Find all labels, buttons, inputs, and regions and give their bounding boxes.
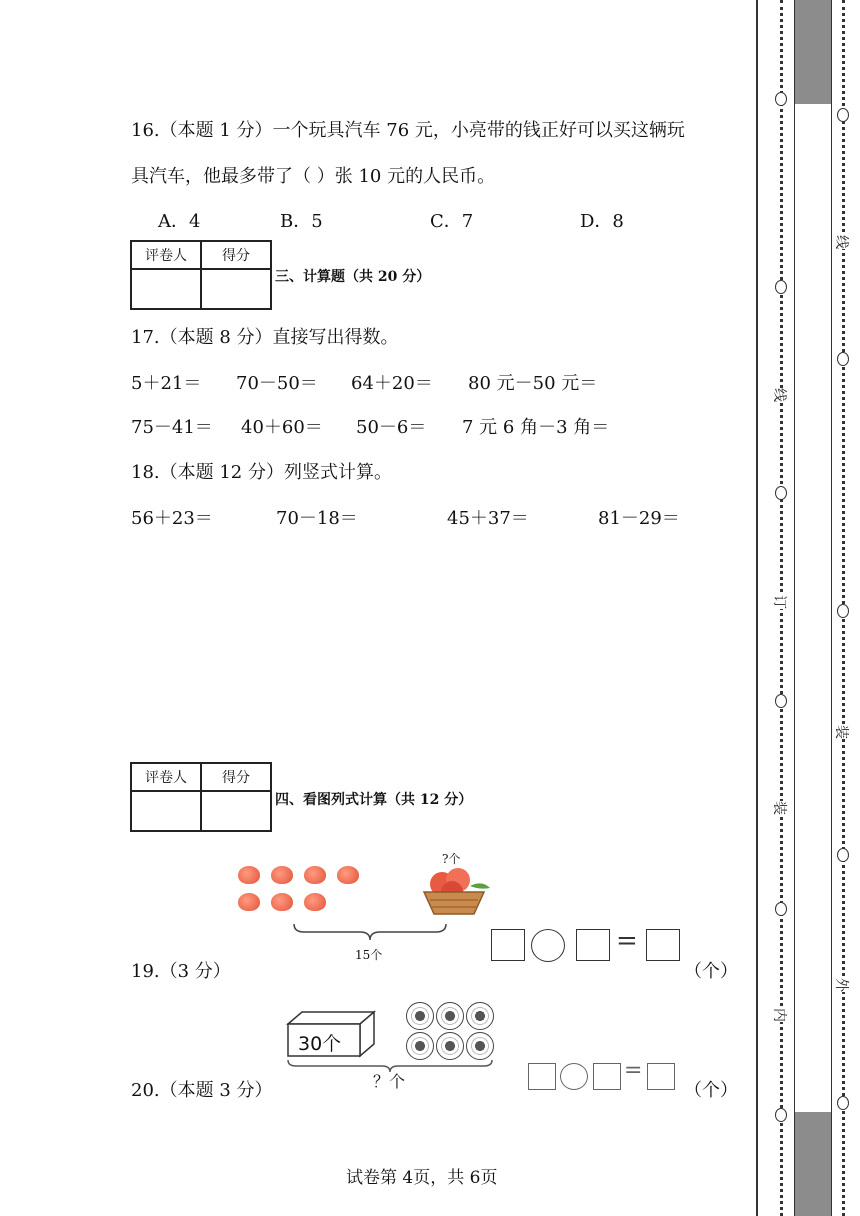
- q17-r1-2: 70－50＝: [236, 373, 318, 394]
- answer-box[interactable]: [593, 1063, 621, 1090]
- soccer-ball-icon: [436, 1002, 464, 1030]
- score-table-section4: [130, 762, 272, 832]
- peach-icon: [238, 866, 260, 884]
- operator-circle[interactable]: [531, 929, 565, 962]
- binding-hole-icon: [775, 902, 787, 916]
- grader-cell[interactable]: [131, 791, 201, 831]
- grader-label: 评卷人: [131, 763, 201, 791]
- outer-border-line: [756, 0, 758, 1216]
- q18-item-2: 70－18＝: [276, 508, 358, 529]
- q20-question: ？个: [373, 1072, 406, 1091]
- q16-option-a: A．4: [158, 211, 201, 232]
- binding-hole-icon: [775, 694, 787, 708]
- q16-option-b: B．5: [280, 211, 323, 232]
- answer-box[interactable]: [646, 929, 680, 961]
- score-cell[interactable]: [201, 791, 271, 831]
- gray-bar: [794, 0, 832, 1216]
- equals-sign: =: [616, 926, 638, 956]
- q16-line1: 16.（本题 1 分）一个玩具汽车 76 元，小亮带的钱正好可以买这辆玩: [131, 120, 685, 141]
- peach-icon: [271, 893, 293, 911]
- binding-hole-icon: [775, 92, 787, 106]
- peach-icon: [271, 866, 293, 884]
- peach-icon: [238, 893, 260, 911]
- gray-bar-top: [795, 0, 831, 104]
- q17-r2-3: 50－6＝: [356, 417, 427, 438]
- soccer-ball-icon: [406, 1032, 434, 1060]
- q17-title: 17.（本题 8 分）直接写出得数。: [131, 327, 399, 348]
- answer-box[interactable]: [576, 929, 610, 961]
- q17-r1-3: 64＋20＝: [351, 373, 433, 394]
- q17-r2-4: 7 元 6 角－3 角＝: [462, 417, 610, 438]
- soccer-ball-icon: [466, 1002, 494, 1030]
- margin-label-outer: 订: [770, 595, 790, 609]
- margin-label-inner: 装: [832, 725, 852, 739]
- q16-option-c: C．7: [430, 211, 474, 232]
- q17-r1-1: 5＋21＝: [131, 373, 202, 394]
- q19-total-label: 15个: [355, 948, 383, 962]
- peach-basket-icon: [418, 862, 492, 920]
- q17-r2-2: 40＋60＝: [241, 417, 323, 438]
- q20-box-label: 30个: [298, 1033, 342, 1055]
- answer-box[interactable]: [491, 929, 525, 961]
- q17-r1-4: 80 元－50 元＝: [468, 373, 598, 394]
- section4-title: 四、看图列式计算（共 12 分）: [275, 792, 473, 808]
- answer-box[interactable]: [528, 1063, 556, 1090]
- binding-hole-icon: [837, 848, 849, 862]
- margin-label-outer: 装: [770, 801, 790, 815]
- binding-margin: [756, 0, 860, 1216]
- grader-cell[interactable]: [131, 269, 201, 309]
- gray-bar-bottom: [795, 1112, 831, 1216]
- brace-icon: [292, 922, 448, 944]
- q18-item-4: 81－29＝: [598, 508, 680, 529]
- score-label: 得分: [201, 241, 271, 269]
- grader-label: 评卷人: [131, 241, 201, 269]
- peach-icon: [304, 866, 326, 884]
- binding-hole-icon: [837, 352, 849, 366]
- equals-sign: =: [624, 1058, 643, 1083]
- q19-label: 19.（3 分）: [131, 961, 231, 982]
- binding-hole-icon: [837, 604, 849, 618]
- binding-hole-icon: [775, 280, 787, 294]
- answer-box[interactable]: [647, 1063, 675, 1090]
- margin-label-outer: 内: [770, 1008, 790, 1022]
- score-cell[interactable]: [201, 269, 271, 309]
- margin-label-outer: 线: [770, 388, 790, 402]
- q20-unit: （个）: [684, 1080, 738, 1101]
- binding-hole-icon: [837, 108, 849, 122]
- q19-question-mark: ?个: [442, 852, 461, 866]
- page-footer: 试卷第 4页，共 6页: [346, 1168, 498, 1188]
- q16-line2: 具汽车，他最多带了（ ）张 10 元的人民币。: [131, 166, 496, 187]
- operator-circle[interactable]: [560, 1063, 588, 1090]
- soccer-ball-icon: [406, 1002, 434, 1030]
- margin-label-inner: 线: [832, 235, 852, 249]
- peach-icon: [337, 866, 359, 884]
- q17-r2-1: 75－41＝: [131, 417, 213, 438]
- q19-unit: （个）: [684, 961, 738, 982]
- peach-icon: [304, 893, 326, 911]
- q18-item-1: 56＋23＝: [131, 508, 213, 529]
- q18-title: 18.（本题 12 分）列竖式计算。: [131, 462, 392, 483]
- binding-hole-icon: [775, 486, 787, 500]
- q20-label: 20.（本题 3 分）: [131, 1080, 273, 1101]
- margin-label-inner: 外: [832, 978, 852, 992]
- score-label: 得分: [201, 763, 271, 791]
- q16-option-d: D．8: [580, 211, 624, 232]
- score-table-section3: [130, 240, 272, 310]
- section3-title: 三、计算题（共 20 分）: [275, 269, 431, 285]
- q18-item-3: 45＋37＝: [447, 508, 529, 529]
- binding-hole-icon: [837, 1096, 849, 1110]
- soccer-ball-icon: [436, 1032, 464, 1060]
- binding-hole-icon: [775, 1108, 787, 1122]
- soccer-ball-icon: [466, 1032, 494, 1060]
